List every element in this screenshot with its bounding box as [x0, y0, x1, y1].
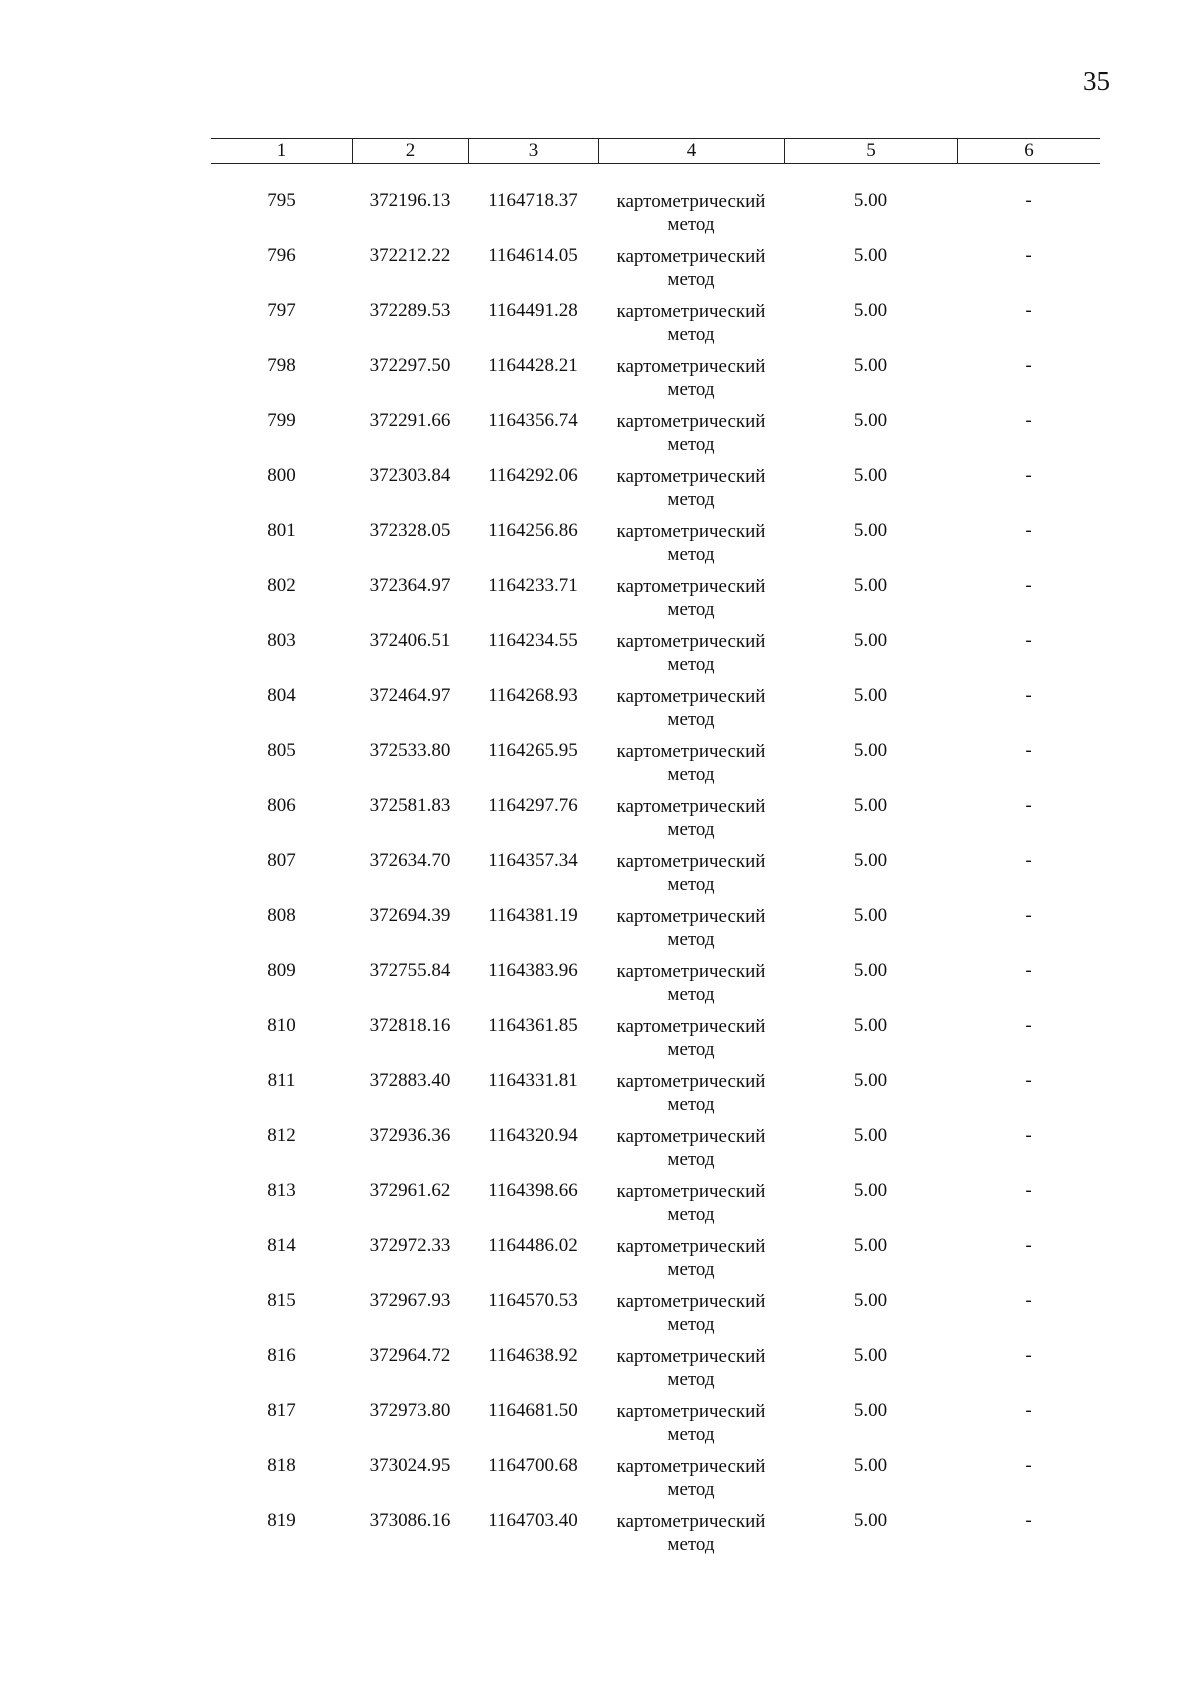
- method-cell: [598, 740, 784, 786]
- coordinate-x: 372694.39: [369, 905, 451, 926]
- note-value: -: [1025, 300, 1032, 321]
- point-number: 818: [267, 1455, 296, 1476]
- header-col-1: 1: [276, 140, 287, 161]
- method-line-2: метод: [667, 1094, 715, 1115]
- table-row: [211, 245, 1100, 300]
- accuracy-value: 5.00: [853, 1180, 888, 1201]
- coordinate-y: 1164614.05: [488, 245, 578, 266]
- accuracy-value: 5.00: [853, 795, 888, 816]
- method-line-2: метод: [667, 434, 715, 455]
- method-line-1: картометрический: [616, 356, 766, 377]
- table-row: [211, 1345, 1100, 1400]
- method-cell: [598, 410, 784, 456]
- coordinate-x: 372634.70: [369, 850, 451, 871]
- method-line-1: картометрический: [616, 1016, 766, 1037]
- coordinate-y: 1164703.40: [488, 1510, 578, 1531]
- coordinate-x: 372755.84: [369, 960, 451, 981]
- accuracy-value: 5.00: [853, 1345, 888, 1366]
- point-number: 815: [267, 1290, 296, 1311]
- method-line-1: картометрический: [616, 301, 766, 322]
- note-value: -: [1025, 245, 1032, 266]
- method-line-1: картометрический: [616, 246, 766, 267]
- table-row: [211, 300, 1100, 355]
- method-line-1: картометрический: [616, 686, 766, 707]
- method-cell: [598, 1235, 784, 1281]
- accuracy-value: 5.00: [853, 1125, 888, 1146]
- method-cell: [598, 190, 784, 236]
- note-value: -: [1025, 1180, 1032, 1201]
- accuracy-value: 5.00: [853, 520, 888, 541]
- table-header: [211, 138, 1100, 164]
- method-line-2: метод: [667, 874, 715, 895]
- method-line-1: картометрический: [616, 466, 766, 487]
- point-number: 811: [267, 1070, 296, 1091]
- method-line-2: метод: [667, 324, 715, 345]
- accuracy-value: 5.00: [853, 300, 888, 321]
- method-line-2: метод: [667, 1204, 715, 1225]
- method-line-1: картометрический: [616, 1071, 766, 1092]
- method-line-2: метод: [667, 709, 715, 730]
- method-line-2: метод: [667, 1314, 715, 1335]
- accuracy-value: 5.00: [853, 630, 888, 651]
- table-row: [211, 520, 1100, 575]
- coordinate-x: 372964.72: [369, 1345, 451, 1366]
- coordinate-y: 1164331.81: [488, 1070, 578, 1091]
- coordinate-y: 1164361.85: [488, 1015, 578, 1036]
- accuracy-value: 5.00: [853, 1455, 888, 1476]
- coordinate-y: 1164486.02: [488, 1235, 578, 1256]
- table-row: [211, 1290, 1100, 1345]
- method-cell: [598, 1180, 784, 1226]
- coordinate-y: 1164398.66: [488, 1180, 578, 1201]
- coordinate-x: 372961.62: [369, 1180, 451, 1201]
- note-value: -: [1025, 1455, 1032, 1476]
- coordinate-y: 1164718.37: [488, 190, 578, 211]
- accuracy-value: 5.00: [853, 1510, 888, 1531]
- method-line-1: картометрический: [616, 1511, 766, 1532]
- point-number: 804: [267, 685, 296, 706]
- method-line-1: картометрический: [616, 1236, 766, 1257]
- method-cell: [598, 520, 784, 566]
- coordinate-y: 1164381.19: [488, 905, 578, 926]
- note-value: -: [1025, 1510, 1032, 1531]
- method-cell: [598, 905, 784, 951]
- header-col-3: 3: [468, 139, 598, 163]
- coordinate-y: 1164356.74: [488, 410, 578, 431]
- coordinate-y: 1164681.50: [488, 1400, 578, 1421]
- point-number: 819: [267, 1510, 296, 1531]
- method-line-1: картометрический: [616, 1401, 766, 1422]
- note-value: -: [1025, 355, 1032, 376]
- accuracy-value: 5.00: [853, 465, 888, 486]
- coordinate-y: 1164256.86: [488, 520, 578, 541]
- accuracy-value: 5.00: [853, 410, 888, 431]
- point-number: 817: [267, 1400, 296, 1421]
- coordinate-x: 372818.16: [369, 1015, 451, 1036]
- point-number: 810: [267, 1015, 296, 1036]
- method-line-1: картометрический: [616, 1291, 766, 1312]
- method-line-1: картометрический: [616, 631, 766, 652]
- coordinate-x: 372883.40: [369, 1070, 451, 1091]
- coordinate-y: 1164265.95: [488, 740, 578, 761]
- table-row: [211, 1015, 1100, 1070]
- point-number: 807: [267, 850, 296, 871]
- table-row: [211, 1455, 1100, 1510]
- accuracy-value: 5.00: [853, 740, 888, 761]
- method-cell: [598, 575, 784, 621]
- table-row: [211, 905, 1100, 960]
- note-value: -: [1025, 850, 1032, 871]
- method-line-1: картометрический: [616, 1346, 766, 1367]
- method-cell: [598, 465, 784, 511]
- method-cell: [598, 355, 784, 401]
- table-row: [211, 190, 1100, 245]
- point-number: 796: [267, 245, 296, 266]
- point-number: 803: [267, 630, 296, 651]
- method-line-2: метод: [667, 214, 715, 235]
- coordinate-x: 372291.66: [369, 410, 451, 431]
- method-line-2: метод: [667, 929, 715, 950]
- coordinate-x: 373086.16: [369, 1510, 451, 1531]
- coordinate-x: 372289.53: [369, 300, 451, 321]
- table-row: [211, 575, 1100, 630]
- method-line-2: метод: [667, 379, 715, 400]
- table-row: [211, 355, 1100, 410]
- note-value: -: [1025, 465, 1032, 486]
- method-line-2: метод: [667, 599, 715, 620]
- coordinate-y: 1164428.21: [488, 355, 578, 376]
- table-row: [211, 685, 1100, 740]
- note-value: -: [1025, 1290, 1032, 1311]
- note-value: -: [1025, 575, 1032, 596]
- point-number: 806: [267, 795, 296, 816]
- method-cell: [598, 795, 784, 841]
- method-line-1: картометрический: [616, 1456, 766, 1477]
- coordinate-y: 1164357.34: [488, 850, 578, 871]
- method-cell: [598, 1345, 784, 1391]
- method-line-2: метод: [667, 819, 715, 840]
- coordinate-x: 372406.51: [369, 630, 451, 651]
- coordinate-x: 372972.33: [369, 1235, 451, 1256]
- method-cell: [598, 1125, 784, 1171]
- method-line-1: картометрический: [616, 1181, 766, 1202]
- coordinate-x: 372936.36: [369, 1125, 451, 1146]
- coordinate-x: 372364.97: [369, 575, 451, 596]
- method-line-1: картометрический: [616, 961, 766, 982]
- note-value: -: [1025, 520, 1032, 541]
- accuracy-value: 5.00: [853, 190, 888, 211]
- table-row: [211, 740, 1100, 795]
- table-row: [211, 795, 1100, 850]
- coordinate-y: 1164320.94: [488, 1125, 578, 1146]
- method-line-2: метод: [667, 269, 715, 290]
- coordinate-x: 372973.80: [369, 1400, 451, 1421]
- table-row: [211, 630, 1100, 685]
- coordinate-x: 372581.83: [369, 795, 451, 816]
- point-number: 798: [267, 355, 296, 376]
- point-number: 801: [267, 520, 296, 541]
- point-number: 797: [267, 300, 296, 321]
- accuracy-value: 5.00: [853, 905, 888, 926]
- accuracy-value: 5.00: [853, 1070, 888, 1091]
- note-value: -: [1025, 190, 1032, 211]
- accuracy-value: 5.00: [853, 1290, 888, 1311]
- coordinate-y: 1164638.92: [488, 1345, 578, 1366]
- coordinate-x: 372212.22: [369, 245, 451, 266]
- accuracy-value: 5.00: [853, 575, 888, 596]
- method-line-2: метод: [667, 1479, 715, 1500]
- accuracy-value: 5.00: [853, 1400, 888, 1421]
- table-row: [211, 1235, 1100, 1290]
- coordinate-x: 373024.95: [369, 1455, 451, 1476]
- coordinate-y: 1164700.68: [488, 1455, 578, 1476]
- header-col-4: 4: [598, 139, 784, 163]
- note-value: -: [1025, 630, 1032, 651]
- coordinate-x: 372967.93: [369, 1290, 451, 1311]
- accuracy-value: 5.00: [853, 960, 888, 981]
- method-line-2: метод: [667, 489, 715, 510]
- method-cell: [598, 1510, 784, 1556]
- point-number: 808: [267, 905, 296, 926]
- point-number: 813: [267, 1180, 296, 1201]
- method-cell: [598, 1400, 784, 1446]
- method-cell: [598, 245, 784, 291]
- method-cell: [598, 1455, 784, 1501]
- note-value: -: [1025, 685, 1032, 706]
- coordinate-x: 372328.05: [369, 520, 451, 541]
- table-row: [211, 960, 1100, 1015]
- note-value: -: [1025, 1070, 1032, 1091]
- point-number: 812: [267, 1125, 296, 1146]
- point-number: 800: [267, 465, 296, 486]
- accuracy-value: 5.00: [853, 850, 888, 871]
- coordinate-x: 372297.50: [369, 355, 451, 376]
- coordinate-y: 1164297.76: [488, 795, 578, 816]
- table-row: [211, 1400, 1100, 1455]
- point-number: 802: [267, 575, 296, 596]
- method-line-2: метод: [667, 654, 715, 675]
- method-line-2: метод: [667, 544, 715, 565]
- header-col-6: 6: [957, 139, 1100, 163]
- table-row: [211, 1125, 1100, 1180]
- table-row: [211, 850, 1100, 905]
- method-line-1: картометрический: [616, 411, 766, 432]
- method-line-2: метод: [667, 1149, 715, 1170]
- coordinate-y: 1164233.71: [488, 575, 578, 596]
- method-cell: [598, 685, 784, 731]
- method-line-2: метод: [667, 1259, 715, 1280]
- method-line-1: картометрический: [616, 1126, 766, 1147]
- method-cell: [598, 850, 784, 896]
- point-number: 816: [267, 1345, 296, 1366]
- header-col-5: 5: [784, 139, 957, 163]
- point-number: 795: [267, 190, 296, 211]
- page-number: 35: [1083, 66, 1110, 96]
- method-line-1: картометрический: [616, 576, 766, 597]
- note-value: -: [1025, 740, 1032, 761]
- method-cell: [598, 1290, 784, 1336]
- note-value: -: [1025, 795, 1032, 816]
- coordinate-y: 1164268.93: [488, 685, 578, 706]
- note-value: -: [1025, 1345, 1032, 1366]
- method-line-2: метод: [667, 984, 715, 1005]
- coordinate-x: 372196.13: [369, 190, 451, 211]
- table-row: [211, 1510, 1100, 1565]
- method-line-1: картометрический: [616, 741, 766, 762]
- coordinate-y: 1164234.55: [488, 630, 578, 651]
- method-line-1: картометрический: [616, 796, 766, 817]
- method-cell: [598, 630, 784, 676]
- accuracy-value: 5.00: [853, 685, 888, 706]
- method-line-2: метод: [667, 1039, 715, 1060]
- accuracy-value: 5.00: [853, 355, 888, 376]
- accuracy-value: 5.00: [853, 1235, 888, 1256]
- method-line-1: картометрический: [616, 521, 766, 542]
- note-value: -: [1025, 1125, 1032, 1146]
- header-col-2: 2: [352, 139, 468, 163]
- table-row: [211, 465, 1100, 520]
- accuracy-value: 5.00: [853, 245, 888, 266]
- coordinate-x: 372303.84: [369, 465, 451, 486]
- table-row: [211, 410, 1100, 465]
- accuracy-value: 5.00: [853, 1015, 888, 1036]
- table-body: [211, 190, 1100, 1565]
- point-number: 809: [267, 960, 296, 981]
- method-cell: [598, 300, 784, 346]
- coordinate-x: 372464.97: [369, 685, 451, 706]
- note-value: -: [1025, 1015, 1032, 1036]
- point-number: 799: [267, 410, 296, 431]
- method-line-2: метод: [667, 764, 715, 785]
- coordinate-y: 1164292.06: [488, 465, 578, 486]
- method-line-2: метод: [667, 1424, 715, 1445]
- method-line-2: метод: [667, 1534, 715, 1555]
- note-value: -: [1025, 905, 1032, 926]
- method-line-1: картометрический: [616, 906, 766, 927]
- method-cell: [598, 1015, 784, 1061]
- point-number: 814: [267, 1235, 296, 1256]
- table-row: [211, 1070, 1100, 1125]
- method-line-2: метод: [667, 1369, 715, 1390]
- table-row: [211, 1180, 1100, 1235]
- note-value: -: [1025, 960, 1032, 981]
- note-value: -: [1025, 1235, 1032, 1256]
- note-value: -: [1025, 410, 1032, 431]
- point-number: 805: [267, 740, 296, 761]
- method-cell: [598, 960, 784, 1006]
- method-line-1: картометрический: [616, 191, 766, 212]
- coordinate-y: 1164570.53: [488, 1290, 578, 1311]
- coordinate-x: 372533.80: [369, 740, 451, 761]
- method-line-1: картометрический: [616, 851, 766, 872]
- method-cell: [598, 1070, 784, 1116]
- note-value: -: [1025, 1400, 1032, 1421]
- coordinate-y: 1164491.28: [488, 300, 578, 321]
- coordinate-y: 1164383.96: [488, 960, 578, 981]
